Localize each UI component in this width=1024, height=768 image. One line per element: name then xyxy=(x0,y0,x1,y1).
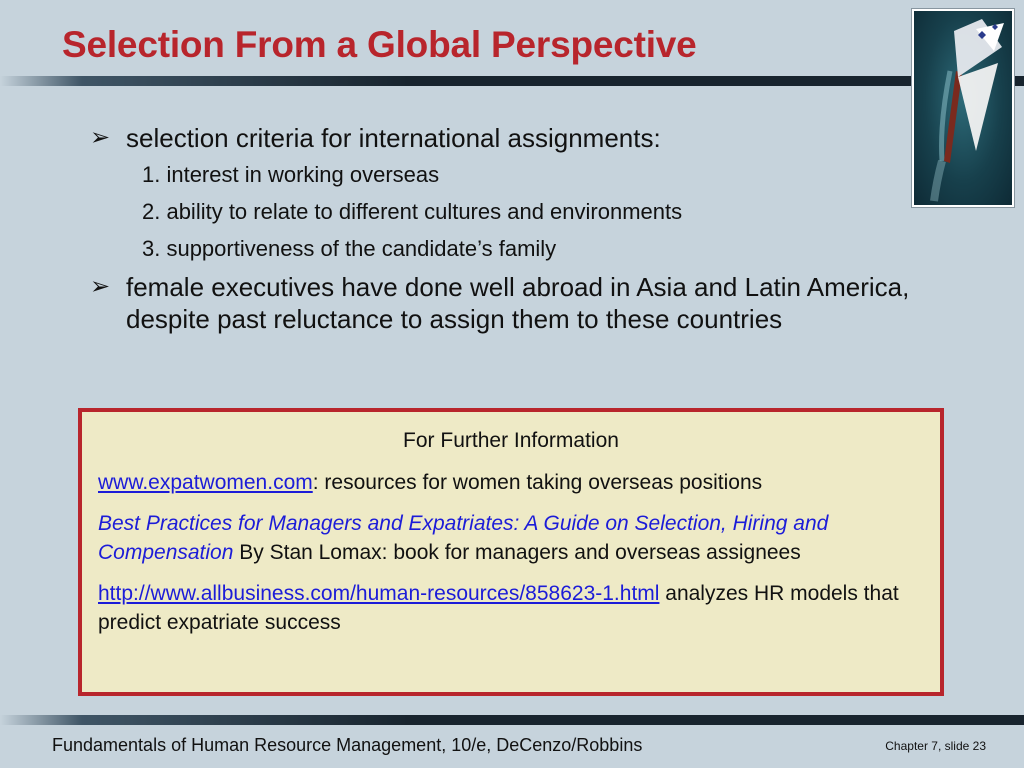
allbusiness-link[interactable]: http://www.allbusiness.com/human-resources/858623-1.html xyxy=(98,582,660,605)
arrow-bullet-icon: ➢ xyxy=(90,124,111,151)
slide-title: Selection From a Global Perspective xyxy=(62,24,697,65)
title-divider-bar xyxy=(0,76,1024,86)
sub-item: 2. ability to relate to different cultures and environments xyxy=(142,199,683,224)
sub-item: 3. supportiveness of the candidate’s family xyxy=(142,236,557,261)
info-item-text: : resources for women taking overseas positions xyxy=(312,471,763,494)
further-info-box xyxy=(78,408,944,696)
bullet-item xyxy=(90,271,910,335)
footer-course-title: Fundamentals of Human Resource Management, 10/e, DeCenzo/Robbins xyxy=(52,735,643,755)
info-item xyxy=(98,468,924,497)
bullet-text: selection criteria for international assignments: xyxy=(126,123,661,153)
footer-divider-bar xyxy=(0,715,1024,725)
footer-slide-number: Chapter 7, slide 23 xyxy=(885,739,986,753)
info-item-text: analyzes HR models that predict expatriate success xyxy=(98,582,899,634)
info-heading: For Further Information xyxy=(403,429,619,452)
info-item xyxy=(98,509,924,567)
info-item xyxy=(98,579,924,637)
sub-item: 1. interest in working overseas xyxy=(142,162,440,187)
expatwomen-link[interactable]: www.expatwomen.com xyxy=(98,471,313,494)
bullet-text: female executives have done well abroad in Asia and Latin America, despite past reluctance to assign them to these countries xyxy=(126,272,910,334)
book-title: Best Practices for Managers and Expatriates: A Guide on Selection, Hiring and Compensation xyxy=(98,512,829,564)
sailboat-photo xyxy=(912,9,1014,207)
bullet-list xyxy=(90,122,910,335)
bullet-item xyxy=(90,122,910,154)
info-item-text: By Stan Lomax: book for managers and overseas assignees xyxy=(233,541,801,564)
arrow-bullet-icon: ➢ xyxy=(90,273,111,300)
